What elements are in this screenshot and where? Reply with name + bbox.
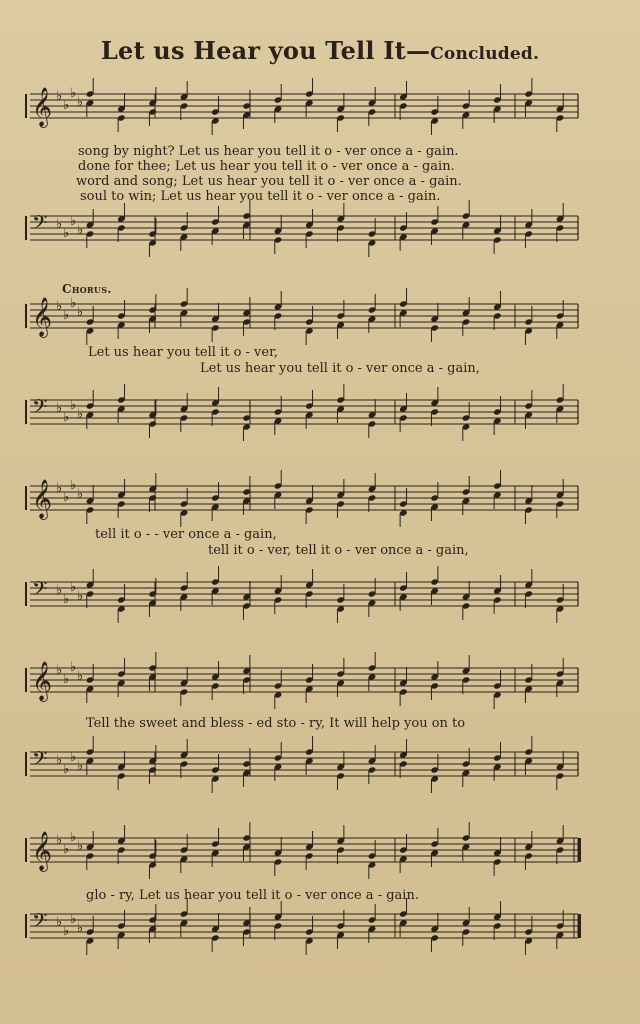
svg-text:♭: ♭	[63, 226, 70, 241]
svg-text:♭: ♭	[63, 924, 70, 939]
bass-staff-5	[0, 830, 640, 980]
lyric-line-2-1: Let us hear you tell it o - ver,	[88, 345, 279, 360]
svg-text:♭: ♭	[70, 660, 77, 675]
svg-text:♭: ♭	[77, 223, 84, 238]
lyric-line-1-2: done for thee; Let us hear you tell it o - ver once a - gain.	[78, 159, 455, 174]
svg-text:♭: ♭	[56, 481, 63, 496]
title-suffix: Concluded.	[430, 44, 540, 64]
svg-text:♭: ♭	[70, 296, 77, 311]
svg-text:♭: ♭	[77, 669, 84, 684]
lyric-line-1-1: song by night? Let us hear you tell it o - ver once a - gain.	[78, 144, 459, 159]
svg-text:𝄞: 𝄞	[32, 661, 53, 701]
chorus-label: Chorus.	[62, 282, 112, 296]
svg-text:𝄢: 𝄢	[32, 577, 48, 605]
lyric-line-4-1: Tell the sweet and bless - ed sto - ry, It will help you on to	[86, 716, 466, 731]
svg-text:♭: ♭	[70, 750, 77, 765]
svg-text:♭: ♭	[63, 592, 70, 607]
music-system-1	[0, 86, 640, 256]
lyric-line-3-1: tell it o - - ver once a - gain,	[95, 527, 277, 542]
svg-text:𝄞: 𝄞	[32, 831, 53, 871]
svg-text:♭: ♭	[63, 308, 70, 323]
svg-text:♭: ♭	[77, 487, 84, 502]
svg-text:♭: ♭	[70, 214, 77, 229]
svg-text:𝄞: 𝄞	[32, 87, 53, 127]
svg-text:♭: ♭	[70, 86, 77, 101]
svg-text:♭: ♭	[56, 401, 63, 416]
svg-text:♭: ♭	[63, 98, 70, 113]
music-system-4	[0, 660, 640, 810]
svg-text:♭: ♭	[77, 839, 84, 854]
svg-text:𝄢: 𝄢	[32, 395, 48, 423]
svg-text:♭: ♭	[63, 762, 70, 777]
svg-text:♭: ♭	[63, 410, 70, 425]
svg-text:♭: ♭	[56, 915, 63, 930]
svg-text:♭: ♭	[63, 842, 70, 857]
svg-text:♭: ♭	[70, 830, 77, 845]
svg-text:♭: ♭	[70, 478, 77, 493]
svg-text:♭: ♭	[70, 580, 77, 595]
svg-text:♭: ♭	[56, 89, 63, 104]
svg-text:♭: ♭	[77, 305, 84, 320]
page-title	[0, 36, 640, 65]
lyric-line-2-2: Let us hear you tell it o - ver once a - gain,	[200, 361, 480, 376]
svg-text:♭: ♭	[70, 912, 77, 927]
svg-text:♭: ♭	[77, 407, 84, 422]
title-main: Let us Hear you Tell It	[100, 36, 406, 65]
svg-text:♭: ♭	[70, 398, 77, 413]
svg-text:♭: ♭	[56, 299, 63, 314]
title-dash: —	[405, 36, 431, 65]
svg-text:♭: ♭	[56, 663, 63, 678]
svg-text:♭: ♭	[56, 753, 63, 768]
svg-text:♭: ♭	[56, 217, 63, 232]
lyric-line-1-3: word and song; Let us hear you tell it o - ver once a - gain.	[76, 174, 462, 189]
svg-text:𝄢: 𝄢	[32, 211, 48, 239]
svg-text:♭: ♭	[63, 490, 70, 505]
lyric-line-1-4: soul to win; Let us hear you tell it o - ver once a - gain.	[80, 189, 441, 204]
svg-text:♭: ♭	[77, 589, 84, 604]
music-system-2	[0, 296, 640, 446]
music-system-3	[0, 478, 640, 628]
svg-text:♭: ♭	[77, 95, 84, 110]
bass-staff-4	[0, 660, 640, 810]
svg-text:𝄞: 𝄞	[32, 297, 53, 337]
music-system-5	[0, 830, 640, 980]
svg-text:𝄢: 𝄢	[32, 747, 48, 775]
svg-text:♭: ♭	[56, 583, 63, 598]
svg-text:♭: ♭	[63, 672, 70, 687]
svg-text:𝄞: 𝄞	[32, 479, 53, 519]
lyric-line-5-1: glo - ry, Let us hear you tell it o - ver once a - gain.	[86, 888, 419, 903]
svg-text:♭: ♭	[77, 921, 84, 936]
svg-text:♭: ♭	[56, 833, 63, 848]
svg-text:♭: ♭	[77, 759, 84, 774]
svg-text:𝄢: 𝄢	[32, 909, 48, 937]
lyric-line-3-2: tell it o - ver, tell it o - ver once a - gain,	[208, 543, 469, 558]
